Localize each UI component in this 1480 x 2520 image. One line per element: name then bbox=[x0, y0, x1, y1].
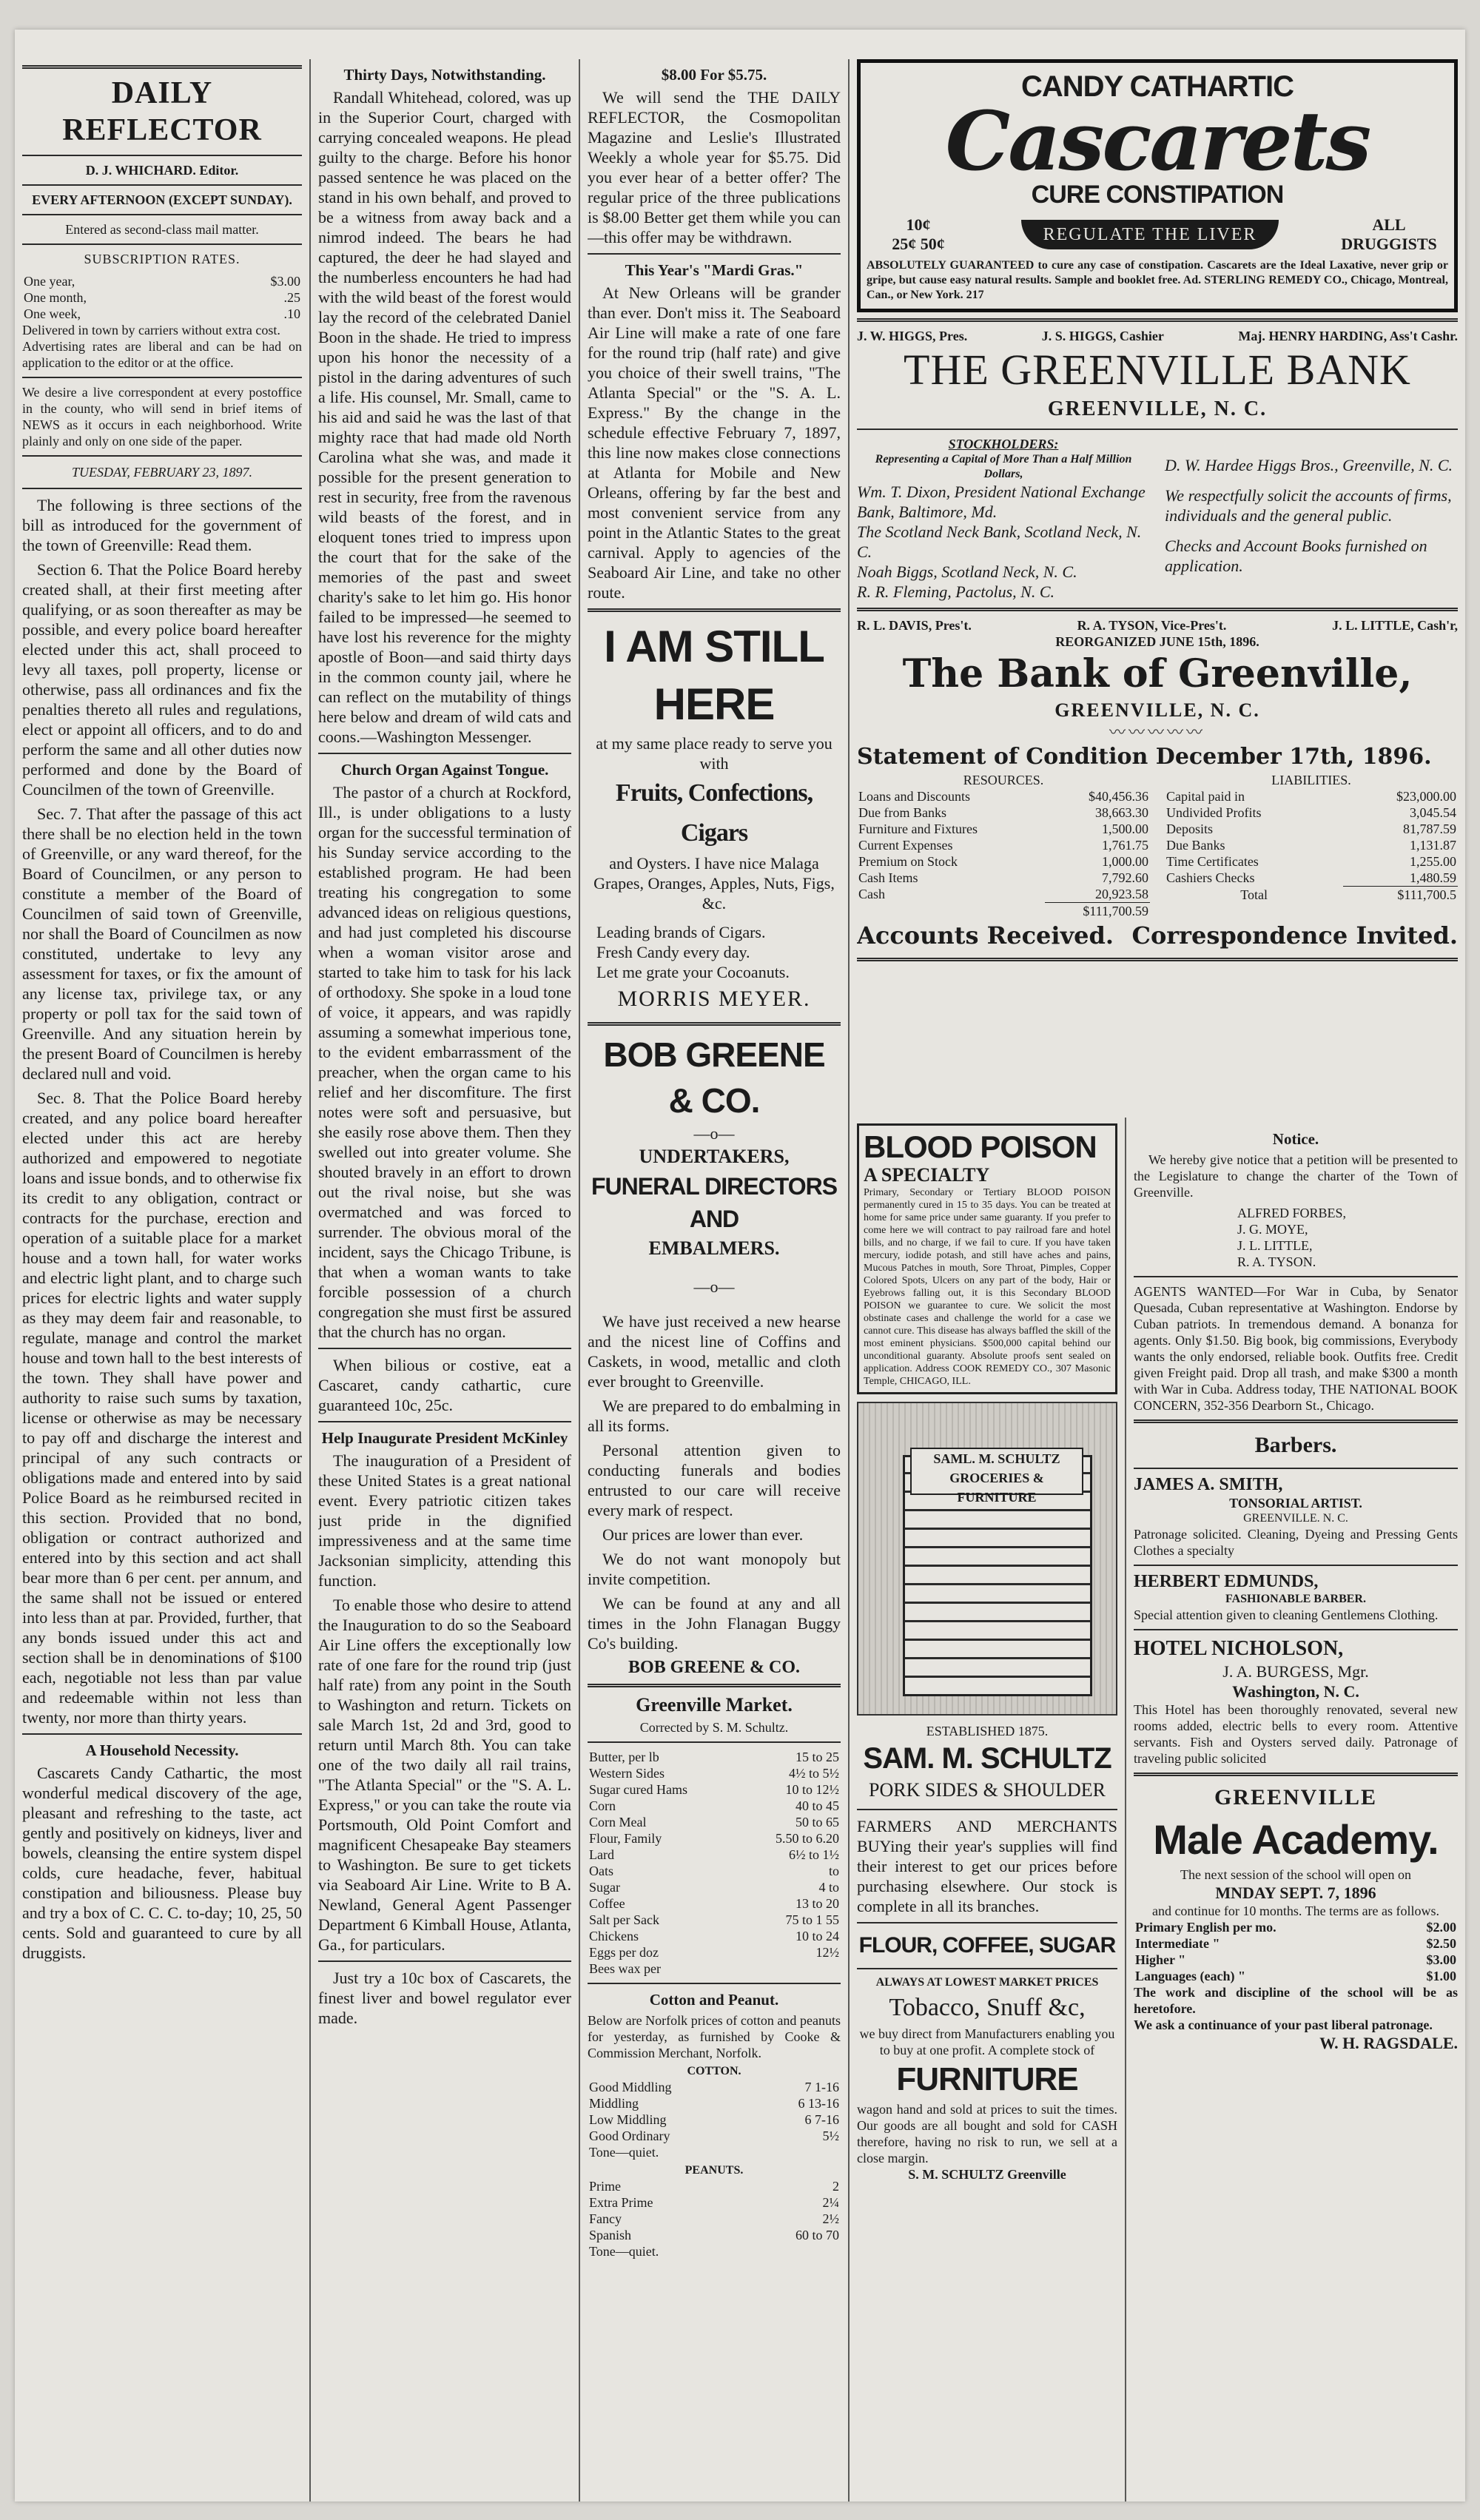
lowest-prices: ALWAYS AT LOWEST MARKET PRICES bbox=[875, 1976, 1099, 1989]
ad-divider: —o— bbox=[693, 1124, 735, 1143]
table-row: Time Certificates 1,255.00 bbox=[1166, 854, 1456, 869]
schultz-name: SAM. M. SCHULTZ bbox=[863, 1742, 1111, 1775]
ad-headline: BOB GREENE & CO. bbox=[603, 1035, 825, 1120]
ad-goods: Fruits, Confections, Cigars bbox=[615, 779, 813, 847]
article-paragraph: The pastor of a church at Rockford, Ill., is under obligations to a lusty organ for the successful termination of his Sunday service according to the established program. He had been treating his congregation to some advanced ideas on religious questions, and had just completed his discourse when a woman visitor arose and started to take him to task for his lack of orthodoxy. She spoke in a loud tone of voice, it appears, and was rapidly assuming a somewhat imperious tone, to the evident embarrassment of the preacher, when the organ came to his relief and her discomfiture. The first notes were soft and persuasive, but she easily rose above them. Then they swelled out into greater volume. She shouted bravely in an effort to drown out the rival noise, but she was overmatched and was forced to surrender. The obvious moral of the incident, says the Chicago Tribune, is that when a woman wants to take forcible possession of a church congregation she must first be assured that the church has no organ. bbox=[318, 783, 571, 1341]
market-table bbox=[588, 1749, 841, 1977]
edmunds-text: Special attention given to cleaning Gentlemens Clothing. bbox=[1134, 1607, 1439, 1622]
ad-paragraph: Personal attention given to conducting funerals and bodies entrusted to our care will receive every mark of respect. bbox=[588, 1441, 841, 1519]
table-row: Tone—quiet. bbox=[589, 2244, 659, 2259]
ad-paragraph: We are prepared to do embalming in all its forms. bbox=[588, 1397, 841, 1435]
table-row: Undivided Profits 3,045.54 bbox=[1166, 805, 1456, 820]
publication-schedule: EVERY AFTERNOON (EXCEPT SUNDAY). bbox=[32, 192, 292, 207]
hotel-manager: J. A. BURGESS, Mgr. bbox=[1222, 1662, 1369, 1681]
pork-line: PORK SIDES & SHOULDER bbox=[869, 1779, 1106, 1801]
cascarets-price-row bbox=[867, 215, 1448, 254]
bank-officers: J. W. HIGGS, Pres. J. S. HIGGS, Cashier Maj. HENRY HARDING, Ass't Cashr. bbox=[857, 329, 1458, 343]
cascarets-logo: Cascarets bbox=[945, 93, 1370, 189]
table-row: Extra Prime 2¼ bbox=[589, 2195, 839, 2210]
druggists-block: ALL DRUGGISTS bbox=[1341, 215, 1437, 253]
ad-subline: at my same place ready to serve you with bbox=[596, 734, 832, 773]
table-row: Prime 2 bbox=[589, 2179, 839, 2194]
table-row: Corn 40 to 45 bbox=[589, 1798, 839, 1813]
table-row: Cashiers Checks 1,480.59 bbox=[1166, 870, 1456, 885]
resources-title: RESOURCES. bbox=[963, 773, 1044, 787]
column-4 bbox=[857, 1123, 1117, 2183]
table-row: Loans and Discounts $40,456.36 bbox=[858, 789, 1148, 804]
market-byline: Corrected by S. M. Schultz. bbox=[639, 1720, 789, 1735]
table-row: Higher " $3.00 bbox=[1135, 1952, 1456, 1967]
flour-line: FLOUR, COFFEE, SUGAR bbox=[858, 1933, 1116, 1958]
ad-subline: CURE CONSTIPATION bbox=[1031, 181, 1284, 209]
academy-city: GREENVILLE bbox=[1214, 1785, 1378, 1810]
bog-statement: Statement of Condition December 17th, 1896. bbox=[857, 744, 1432, 770]
column-1 bbox=[22, 59, 302, 1967]
ad-subline: A SPECIALTY bbox=[864, 1164, 990, 1186]
headline: A Household Necessity. bbox=[85, 1741, 239, 1759]
direct-text: we buy direct from Manufacturers enabling you to buy at one profit. A complete stock of bbox=[859, 2026, 1115, 2057]
academy-text: The next session of the school will open on bbox=[1180, 1867, 1411, 1882]
article-paragraph: The following is three sections of the bill as introduced for the government of the town of Greenville: Read them. bbox=[22, 496, 302, 554]
reorganized-note: REORGANIZED JUNE 15th, 1896. bbox=[1055, 634, 1259, 649]
table-row: Cash 20,923.58 bbox=[858, 887, 1148, 901]
mail-matter-note: Entered as second-class mail matter. bbox=[65, 222, 259, 237]
table-row: Intermediate " $2.50 bbox=[1135, 1936, 1456, 1951]
rates-title: SUBSCRIPTION RATES. bbox=[84, 252, 240, 266]
ad-lines bbox=[588, 922, 841, 982]
ad-paragraph: We have just received a new hearse and the nicest line of Coffins and Caskets, in wood, metallic and cloth ever brought to Greenville. bbox=[588, 1312, 841, 1391]
column-4-wide: CANDY CATHARTIC Cascarets CURE CONSTIPATION 10¢ 25¢ 50¢ REGULATE THE LIVER ALL DRUGGISTS ABSOLUTELY GUARANTEED to cure any case of constipation. Cascarets are the Ideal Laxative, never grip or gripe, but cause easy natural results. Sample and booklet free. Ad. STERLING REMEDY CO., Chicago, Montreal, Can., or New York. 217 J. W. HIGGS, Pres. J. S. HIGGS, Cashier Maj. HENRY HARDING, Ass't Cashr. THE GREENVILLE BANK GREENVILLE, N. C. STOCKHOLDERS: Representing a Capital of More Than a Half Million Dollars, Wm. T. Dixon, President National Exchange Bank, Baltimore, Md. The Scotland Neck Bank, Scotland Neck, N. C. Noah Biggs, Scotland Neck, N. C. R. R. Fleming, Pactolus, N. C. D. W. Hardee Higgs Bros., Greenville, N. C. We respectfully solicit the accounts of firms, individuals and the general public. Checks and Account Books furnished on application. R. L. DAVIS, Pres't. R. A. TYSON, Vice-Pres't. J. L. LITTLE, Cash'r, REORGANIZED JUNE 15th, 1896. The Bank of Greenville, GREENVILLE, N. C. 〰〰〰〰〰 Statement of Condition December 17th, 1896. RESOURCES. Loans and Discounts $40,456.36 Due from Banks 38,663.30 Furniture and Fixtures 1,500.00 Current Expenses 1,761.75 Premium on Stock 1,000.00 Cash Items 7,792.60 Cash 20,923.58 $111,700.59 LIABILITIES. Capital paid in $23,000.00 Undivided Profits 3,045.54 Deposits 81,787.59 Due Banks 1,131.87 Time Certificates 1,255.00 Cashiers Checks 1,480.59 Total $111,700.5 Accounts Received. Correspondence Invited. bbox=[857, 59, 1458, 967]
article-paragraph: Section 6. That the Police Board hereby created shall, at their first meeting after qualifying, or as soon thereafter as may be possible, and every police board hereafter elected under this act, shall proceed to levy all taxes, poll property, license or otherwise, pass all ordinances and fix the penalties thereto all rules and regulations, elect or appoint all officers, and to do and perform the same and all other duties now performed and done by the Board of Councilmen of the town of Greenville. bbox=[22, 560, 302, 799]
ad-paragraph: We do not want monopoly but invite competition. bbox=[588, 1550, 841, 1588]
tobacco-line: Tobacco, Snuff &c, bbox=[889, 1994, 1086, 2021]
liabilities-block bbox=[1165, 772, 1458, 919]
academy-continue: and continue for 10 months. The terms are as follows. bbox=[1151, 1904, 1440, 1918]
ad-line: Fresh Candy every day. bbox=[596, 943, 750, 961]
schultz-store-illustration bbox=[857, 1402, 1117, 1716]
correspondent-note: We desire a live correspondent at every postoffice in the county, who will send in brief items of NEWS as it occurs in each neighborhood. Write plainly and only on one side of the paper. bbox=[22, 385, 302, 448]
table-row: Bees wax per bbox=[589, 1961, 661, 1976]
table-row: Lard 6½ to 1½ bbox=[589, 1847, 839, 1862]
ad-divider: —o— bbox=[693, 1277, 735, 1296]
table-row: Coffee 13 to 20 bbox=[589, 1896, 839, 1911]
hotel-city: Washington, N. C. bbox=[1232, 1682, 1359, 1701]
table-row: Tone—quiet. bbox=[589, 2145, 659, 2160]
tuition-table bbox=[1134, 1919, 1458, 1984]
table-row: Deposits 81,787.59 bbox=[1166, 821, 1456, 836]
newspaper-page bbox=[15, 30, 1465, 2501]
dateline: TUESDAY, FEBRUARY 23, 1897. bbox=[71, 465, 253, 480]
liabilities-table bbox=[1165, 788, 1458, 903]
column-rule bbox=[848, 59, 850, 2501]
greene-ad bbox=[588, 1032, 841, 1678]
furniture-line: FURNITURE bbox=[896, 2061, 1078, 2097]
table-row: Western Sides 4½ to 5½ bbox=[589, 1766, 839, 1781]
smith-city: GREENVILLE. N. C. bbox=[1243, 1512, 1348, 1525]
bank-title: THE GREENVILLE BANK bbox=[904, 346, 1411, 394]
bog-footer: Accounts Received. Correspondence Invited. bbox=[857, 921, 1458, 950]
ad-subline: UNDERTAKERS, bbox=[639, 1146, 790, 1167]
ad-headline: I AM STILL HERE bbox=[604, 622, 824, 729]
cotton-table bbox=[588, 2079, 841, 2160]
academy-date: MNDAY SEPT. 7, 1896 bbox=[1215, 1884, 1376, 1902]
bog-title: The Bank of Greenville, bbox=[902, 651, 1413, 696]
table-row: Eggs per doz 12½ bbox=[589, 1945, 839, 1960]
farmers-text: FARMERS AND MERCHANTS BUYing their year's supplies will find their interest to get our prices before purchasing elsewhere. Our stock is complete in all its branches. bbox=[857, 1817, 1117, 1915]
established-line: ESTABLISHED 1875. bbox=[926, 1724, 1049, 1738]
rates-table bbox=[22, 273, 302, 322]
headline: This Year's "Mardi Gras." bbox=[625, 261, 804, 279]
principal-signature: W. H. RAGSDALE. bbox=[1319, 2034, 1458, 2052]
delivery-note: Delivered in town by carriers without extra cost. bbox=[22, 323, 280, 337]
resources-table bbox=[857, 788, 1150, 919]
ad-body: Primary, Secondary or Tertiary BLOOD POISON permanently cured in 15 to 35 days. You can be treated at home for same price under same guaranty. If you prefer to come here we will contract to pay railroad fare and hotel bills, and no charge, if we fail to cure. If you have taken mercury, iodide potash, and still have aches and pains, Mucous Patches in mouth, Sore Throat, Pimples, Copper Colored Spots, Ulcers on any part of the body, Hair or Eyebrows falling out, it is this Secondary BLOOD POISON we guarantee to cure. We solicit the most obstinate cases and challenge the world for a case we cannot cure. This disease has always baffled the skill of the most eminent physicians. $500,000 capital behind our unconditional guaranty. Absolute proofs sent sealed on application. Address COOK REMEDY CO., 307 Masonic Temple, CHICAGO, ILL. bbox=[864, 1187, 1111, 1387]
article-paragraph: At New Orleans will be grander than ever. Don't miss it. The Seaboard Air Line will make a rate of one fare for the round trip (half rate) and give you choice of their swell trains, "The Atlanta Special" or the "S. A. L. Express." By the change in the schedule effective February 7, 1897, this line now makes close connections at Atlanta for Mobile and New Orleans, offering by far the best and most convenient service from any point in the Atlantic States to the great carnival. Apply to agencies of the Seaboard Air Line, and take no other route. bbox=[588, 283, 841, 602]
schultz-signature: S. M. SCHULTZ Greenville bbox=[908, 2167, 1066, 2182]
table-row: One week, .10 bbox=[24, 306, 300, 321]
statement-tables bbox=[857, 772, 1458, 919]
barbers-heading: Barbers. bbox=[1254, 1433, 1337, 1457]
table-row: Due Banks 1,131.87 bbox=[1166, 838, 1456, 853]
advertising-note: Advertising rates are liberal and can be had on application to the editor or at the office. bbox=[22, 339, 302, 370]
column-5 bbox=[1134, 1123, 1458, 2053]
table-row: Total $111,700.5 bbox=[1240, 887, 1456, 902]
market-title: Greenville Market. bbox=[636, 1694, 793, 1716]
wagons-text: wagon hand and sold at prices to suit the times. Our goods are all bought and sold for CASH therefore, having no risk to run, we sell at a close margin. bbox=[857, 2102, 1117, 2165]
ad-line: Let me grate your Cocoanuts. bbox=[596, 963, 790, 981]
table-row: Corn Meal 50 to 65 bbox=[589, 1815, 839, 1829]
liabilities-title: LIABILITIES. bbox=[1271, 773, 1351, 787]
table-row: Chickens 10 to 24 bbox=[589, 1929, 839, 1943]
table-row: Languages (each) " $1.00 bbox=[1135, 1969, 1456, 1983]
article-paragraph: Sec. 7. That after the passage of this act there shall be no election held in the town of Greenville, or any ward thereof, for the Board of Councilmen, or any person to constitute a member of the Board of Councilmen of said town of Greenville, nor shall the Board of Councilmen as now constituted, undertake to levy any assessment for taxes, or fix the amount of any license tax, privilege tax, or any property or poll tax for the said town of Greenville. And any situation herein by the present Board of Councilmen is hereby declared null and void. bbox=[22, 804, 302, 1083]
article-paragraph: Cascarets Candy Cathartic, the most wonderful medical discovery of the age, pleasant and refreshing to the taste, act gently and positively on kidneys, liver and bowels, cleansing the entire system dispel colds, cure headache, fever, habitual constipation and biliousness. Please buy and try a box of C. C. C. to-day; 10, 25, 50 cents. Sold and guaranteed to cure by all druggists. bbox=[22, 1764, 302, 1962]
smith-name: JAMES A. SMITH, bbox=[1134, 1475, 1283, 1494]
stockholders-left: STOCKHOLDERS: Representing a Capital of More Than a Half Million Dollars, Wm. T. Dixon, President National Exchange Bank, Baltimore, Md. The Scotland Neck Bank, Scotland Neck, N. C. Noah Biggs, Scotland Neck, N. C. R. R. Fleming, Pactolus, N. C. bbox=[857, 437, 1146, 601]
column-2 bbox=[318, 59, 571, 2032]
table-row: Low Middling 6 7-16 bbox=[589, 2112, 839, 2127]
cotton-heading: COTTON. bbox=[687, 2065, 741, 2077]
notice-text: We hereby give notice that a petition will be presented to the Legislature to change the charter of the Town of Greenville. bbox=[1134, 1152, 1458, 1200]
guarantee-text: ABSOLUTELY GUARANTEED to cure any case of constipation. Cascarets are the Ideal Laxative, never grip or gripe, but cause easy natural results. Sample and booklet free. Ad. STERLING REMEDY CO., Chicago, Montreal, Can., or New York. 217 bbox=[867, 259, 1448, 301]
column-3 bbox=[588, 59, 841, 2259]
ad-body: and Oysters. I have nice Malaga Grapes, Oranges, Apples, Nuts, Figs, &c. bbox=[593, 854, 835, 913]
table-row: Middling 6 13-16 bbox=[589, 2096, 839, 2111]
article-paragraph: We will send the THE DAILY REFLECTOR, the Cosmopolitan Magazine and Leslie's Illustrated Weekly a whole year for $5.75. Did you ever hear of a better offer? The regular price of the three publications is $8.00 Better get them while you can—this offer may be withdrawn. bbox=[588, 88, 841, 246]
masthead: DAILY REFLECTOR bbox=[62, 76, 262, 147]
stockholders-block bbox=[857, 436, 1458, 602]
ad-signature: BOB GREENE & CO. bbox=[628, 1658, 801, 1677]
cascarets-ad bbox=[857, 59, 1458, 312]
article-paragraph: Randall Whitehead, colored, was up in the Superior Court, charged with carrying concealed weapons. He plead guilty to the charge. Before his honor passed sentence he was placed on the stand in his own behalf, and proved to be a witness from away back and a nimrod indeed. The bears he had captured, the deer he had slayed and the numberless encounters he had had with the wild beast of the forest would lay the record of the celebrated Daniel Boon in the shade. He tried to impress upon his honor the necessity of a pistol in the daring adventures of such a life. His counsel, Mr. Small, came to his aid and said he was the last of that mighty race that had made old North Carolina what she was, and made it possible for the present generation to rest in security, free from the ravenous wild beasts of the forest, and in eloquent tones tried to impress upon the court that for the sake of the memories of the past and sweet charity's sake to let him go. His honor failed to be impressed—he seemed to have lost his reverence for the mighty apostle of Boon—and said thirty days in the common county jail, where he can reflect on the mutability of things here below and dream of wild cats and coons.—Washington Messenger. bbox=[318, 88, 571, 746]
notice-title: Notice. bbox=[1272, 1130, 1319, 1148]
table-row: Cash Items 7,792.60 bbox=[858, 870, 1148, 885]
headline: Cotton and Peanut. bbox=[649, 1991, 779, 2009]
table-row: Furniture and Fixtures 1,500.00 bbox=[858, 821, 1148, 836]
academy-name: Male Academy. bbox=[1153, 1816, 1439, 1863]
table-row: Good Ordinary 5½ bbox=[589, 2128, 839, 2143]
table-row: Spanish 60 to 70 bbox=[589, 2228, 839, 2242]
table-row: Salt per Sack 75 to 1 55 bbox=[589, 1912, 839, 1927]
column-rule bbox=[1125, 1118, 1126, 2501]
ad-line: Leading brands of Cigars. bbox=[596, 923, 766, 941]
cotton-intro: Below are Norfolk prices of cotton and peanuts for yesterday, as furnished by Cooke & Commission Merchant, Norfolk. bbox=[588, 2013, 841, 2060]
table-row: Current Expenses 1,761.75 bbox=[858, 838, 1148, 853]
article-paragraph: To enable those who desire to attend the Inauguration to do so the Seaboard Air Line offers the exceptionally low rate of one fare for the round trip (just half rate) from any point in the South to Washington and return. Tickets on sale March 1st, 2d and 3rd, good to return until March 8th. You can take one of the two daily all rail trains, "The Atlanta Special" or the "S. A. L. Express," or you can take the route via Portsmouth, Old Point Comfort and magnificent Chesapeake Bay steamers to Washington. Be sure to get tickets via Seaboard Air Line. Write to B A. Newland, General Agent Passenger Department 6 Kimball House, Atlanta, Ga., for particulars. bbox=[318, 1596, 571, 1954]
ad-headline: BLOOD POISON bbox=[864, 1129, 1097, 1164]
column-rule bbox=[579, 59, 580, 2501]
smith-title: TONSORIAL ARTIST. bbox=[1229, 1496, 1362, 1511]
ad-paragraph: Our prices are lower than ever. bbox=[602, 1525, 804, 1544]
headline: Church Organ Against Tongue. bbox=[340, 761, 549, 779]
table-row: $111,700.59 bbox=[857, 903, 1150, 920]
stockholders-right: D. W. Hardee Higgs Bros., Greenville, N. C. We respectfully solicit the accounts of firms, individuals and the general public. Checks and Account Books furnished on application. bbox=[1165, 456, 1453, 575]
resources-block bbox=[857, 772, 1150, 919]
edmunds-name: HERBERT EDMUNDS, bbox=[1134, 1572, 1319, 1591]
discipline-text: The work and discipline of the school will be as heretofore. bbox=[1134, 1985, 1458, 2016]
ad-paragraph: We can be found at any and all times in the John Flanagan Buggy Co's building. bbox=[588, 1594, 841, 1653]
table-row: Due from Banks 38,663.30 bbox=[858, 805, 1148, 820]
table-row: One year, $3.00 bbox=[24, 274, 300, 289]
article-paragraph: Sec. 8. That the Police Board hereby created, and any police board hereafter elected under this act are hereby authorized and empowered to negotiate loans and issue bonds, and to otherwise fix its credit to any obligation, contract or contracts for the purchase, erection and operation of a suitable place for a market house and a town hall, for water works and electric light plant, and to charge such prices for electric lights and water supply as they may deem fair and reasonable, to regulate, manage and control the market house and town hall to the best interests of the town. They shall have power and authority to raise such sums by taxation, license or otherwise as may be necessary to pay off and discharge the interest and principal of any such contracts or obligations made and entered into by said Police Board as he reimbursed recited in this section. Provided that no bond, obligation or contract authorized and entered into by this section and act shall bear more than 6 per cent. per annum, and the same shall not be issued or entered into less than at par. Provided, further, that any bonds issued under this act and section shall be in denominations of $100 each, negotiable not less than par value and redeemable within not less than twenty, nor more than thirty years. bbox=[22, 1089, 302, 1727]
store-sign: SAML. M. SCHULTZ GROCERIES & FURNITURE bbox=[910, 1448, 1083, 1495]
regulate-banner: REGULATE THE LIVER bbox=[1021, 220, 1279, 249]
meyer-ad bbox=[588, 618, 841, 1016]
table-row: Sugar cured Hams 10 to 12½ bbox=[589, 1782, 839, 1797]
table-row: Good Middling 7 1-16 bbox=[589, 2080, 839, 2094]
article-paragraph: The inauguration of a President of these United States is a great national event. Every patriotic citizen takes just pride in the dignified impressiveness and at the same time Jacksonian simplicity, attending this function. bbox=[318, 1451, 571, 1590]
notice-signers: ALFRED FORBES, J. G. MOYE, J. L. LITTLE, R. A. TYSON. bbox=[1237, 1206, 1347, 1269]
ad-subline: EMBALMERS. bbox=[648, 1237, 780, 1259]
ad-headline: CANDY CATHARTIC bbox=[1021, 70, 1294, 103]
table-row: Oats to bbox=[589, 1864, 839, 1878]
headline: Thirty Days, Notwithstanding. bbox=[343, 66, 546, 84]
article-paragraph: When bilious or costive, eat a Cascaret, candy cathartic, cure guaranteed 10c, 25c. bbox=[318, 1356, 571, 1414]
bog-city: GREENVILLE, N. C. bbox=[1054, 699, 1260, 721]
table-row: Primary English per mo. $2.00 bbox=[1135, 1920, 1456, 1935]
table-row: Flour, Family 5.50 to 6.20 bbox=[589, 1831, 839, 1846]
table-row: Fancy 2½ bbox=[589, 2211, 839, 2226]
table-row: Capital paid in $23,000.00 bbox=[1166, 789, 1456, 804]
ad-signature: MORRIS MEYER. bbox=[617, 987, 811, 1011]
blood-poison-ad bbox=[857, 1123, 1117, 1394]
price-block: 10¢ 25¢ 50¢ bbox=[892, 215, 945, 253]
editor-line: D. J. WHICHARD. Editor. bbox=[85, 163, 239, 178]
headline: $8.00 For $5.75. bbox=[661, 66, 767, 84]
table-row: One month, .25 bbox=[24, 290, 300, 305]
table-row: Sugar 4 to bbox=[589, 1880, 839, 1895]
hotel-text: This Hotel has been thoroughly renovated, several new rooms added, electric bells to every room. Attentive servants. Fish and Oysters served daily. Patronage of traveling public solicited bbox=[1134, 1702, 1458, 1766]
bog-officers: R. L. DAVIS, Pres't. R. A. TYSON, Vice-Pres't. J. L. LITTLE, Cash'r, bbox=[857, 618, 1458, 633]
agents-wanted: AGENTS WANTED—For War in Cuba, by Senator Quesada, Cuban representative at Washington. Endorse by Cuban patriots. In tremendous demand. A bonanza for agents. Only $1.50. Big book, big commissions, Everybody wants the only endorsed, reliable book. Outfits free. Credit given Freight paid. Drop all trash, and make $300 a month with War in Cuba. Address today, THE NATIONAL BOOK CONCERN, 352-356 Dearborn St., Chicago. bbox=[1134, 1284, 1458, 1413]
headline: Help Inaugurate President McKinley bbox=[321, 1429, 568, 1447]
continuance-text: We ask a continuance of your past liberal patronage. bbox=[1134, 2017, 1433, 2032]
hotel-name: HOTEL NICHOLSON, bbox=[1134, 1637, 1344, 1660]
smith-text: Patronage solicited. Cleaning, Dyeing and Pressing Gents Clothes a specialty bbox=[1134, 1527, 1458, 1558]
table-row: Butter, per lb 15 to 25 bbox=[589, 1750, 839, 1764]
peanut-table bbox=[588, 2178, 841, 2259]
table-row: Premium on Stock 1,000.00 bbox=[858, 854, 1148, 869]
ad-subline: FUNERAL DIRECTORS AND bbox=[591, 1173, 838, 1232]
peanut-heading: PEANUTS. bbox=[684, 2164, 744, 2177]
bank-city: GREENVILLE, N. C. bbox=[1047, 397, 1268, 420]
article-paragraph: Just try a 10c box of Cascarets, the finest liver and bowel regulator ever made. bbox=[318, 1969, 571, 2027]
column-rule bbox=[309, 59, 311, 2501]
edmunds-title: FASHIONABLE BARBER. bbox=[1225, 1593, 1366, 1605]
